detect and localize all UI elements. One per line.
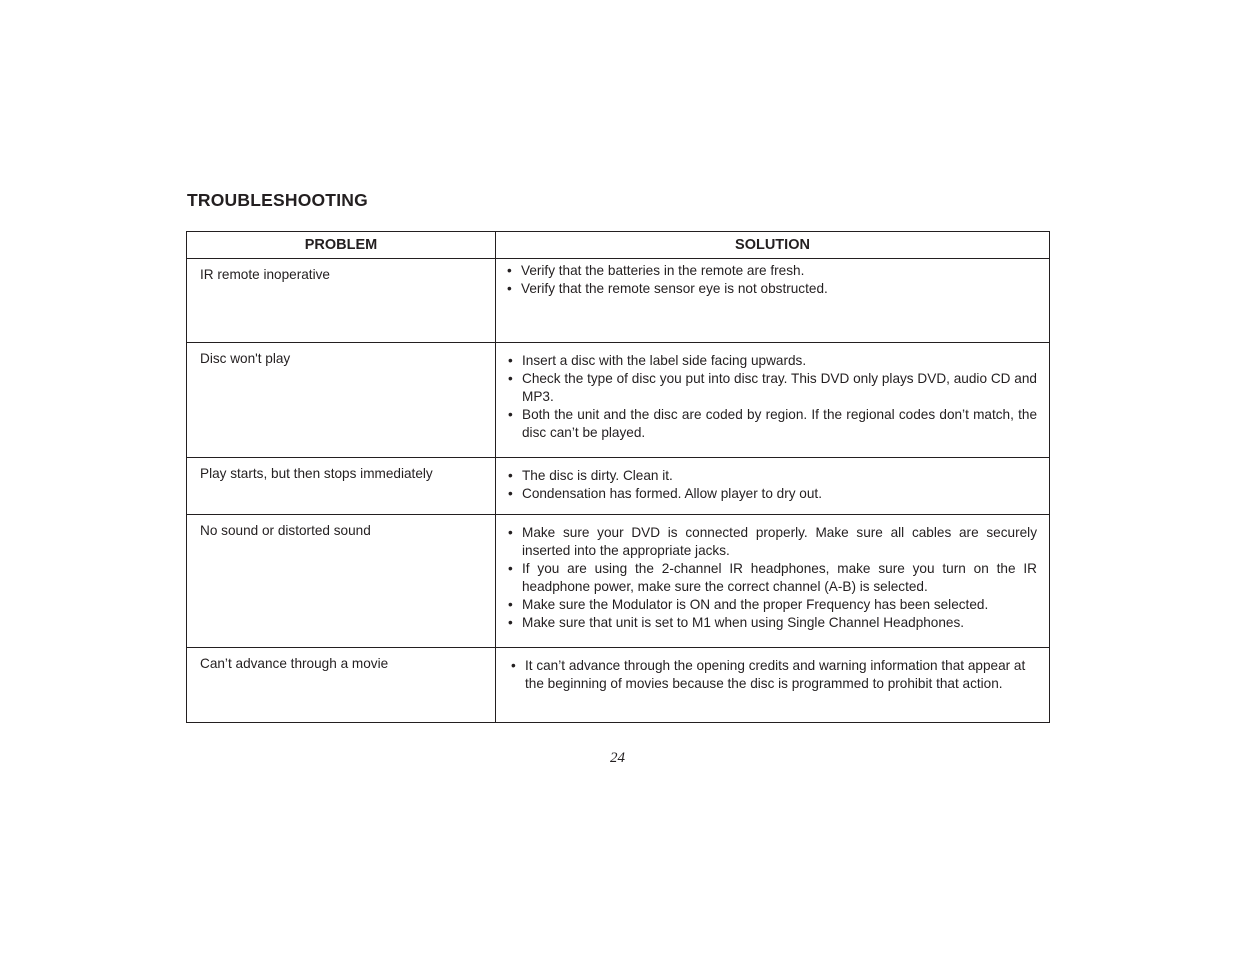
solution-item: • If you are using the 2-channel IR headphones, make sure you turn on the IR headphone power, make sure the correct channel (A-B) is selected. [496,560,1037,596]
page-title: TROUBLESHOOTING [187,190,368,210]
solution-column-header: SOLUTION [496,232,1050,259]
problem-cell: No sound or distorted sound [187,515,496,648]
table-header-row [187,232,1050,259]
solution-cell [496,259,1050,343]
solution-item: • Verify that the batteries in the remote are fresh. [496,262,1037,280]
solution-item: • Check the type of disc you put into disc tray. This DVD only plays DVD, audio CD and MP3. [496,370,1037,406]
problem-column-header: PROBLEM [187,232,496,259]
problem-cell: Disc won't play [187,343,496,458]
table-row [187,648,1050,723]
solution-list [496,467,1037,503]
solution-item: • Make sure the Modulator is ON and the proper Frequency has been selected. [496,596,1037,614]
solution-item: • Insert a disc with the label side facing upwards. [496,352,1037,370]
solution-list [496,524,1037,632]
solution-item: • Make sure your DVD is connected properly. Make sure all cables are securely inserted into the appropriate jacks. [496,524,1037,560]
solution-item: • Both the unit and the disc are coded by region. If the regional codes don’t match, the disc can’t be played. [496,406,1037,442]
troubleshooting-table [186,231,1050,723]
solution-item: • The disc is dirty. Clean it. [496,467,1037,485]
page-number: 24 [610,750,625,766]
problem-cell: Can’t advance through a movie [187,648,496,723]
solution-cell [496,343,1050,458]
solution-item: • It can’t advance through the opening credits and warning information that appear at the beginning of movies because the disc is programmed to prohibit that action. [496,657,1037,693]
problem-cell: Play starts, but then stops immediately [187,458,496,515]
table-row [187,259,1050,343]
solution-list [496,262,1037,298]
solution-item: • Condensation has formed. Allow player to dry out. [496,485,1037,503]
solution-list [496,657,1037,693]
table-row [187,515,1050,648]
solution-item: • Verify that the remote sensor eye is not obstructed. [496,280,1037,298]
solution-list [496,352,1037,442]
table-row [187,343,1050,458]
solution-cell [496,458,1050,515]
solution-cell [496,515,1050,648]
solution-item: • Make sure that unit is set to M1 when using Single Channel Headphones. [496,614,1037,632]
solution-cell [496,648,1050,723]
problem-cell: IR remote inoperative [187,259,496,343]
table-row [187,458,1050,515]
